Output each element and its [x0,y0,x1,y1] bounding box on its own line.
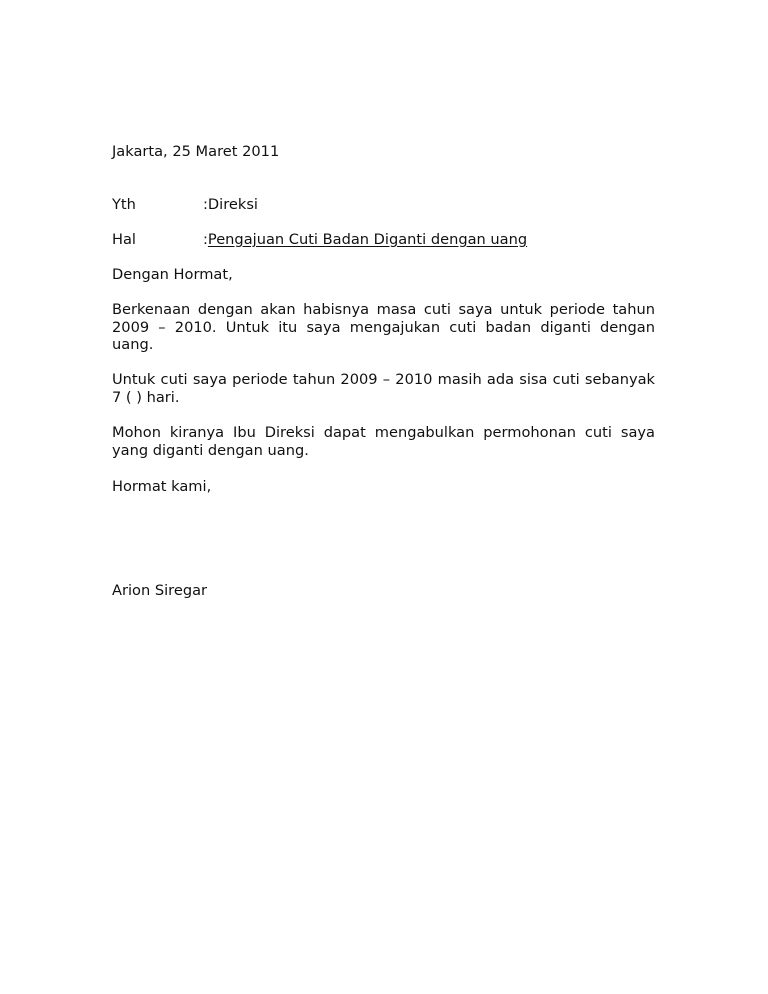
signatory-name: Arion Siregar [112,582,208,599]
body-paragraph-3: Mohon kiranya Ibu Direksi dapat mengabulkan permohonan cuti saya yang diganti dengan uang. [112,424,655,459]
recipient-separator: : [203,196,208,213]
subject-line [112,231,655,249]
salutation: Dengan Hormat, [112,266,233,283]
body-paragraph-1: Berkenaan dengan akan habisnya masa cuti saya untuk periode tahun 2009 – 2010. Untuk itu saya mengajukan cuti badan diganti dengan uang. [112,301,655,353]
recipient-value: Direksi [207,196,258,213]
subject-label: Hal [112,231,136,248]
subject-value: Pengajuan Cuti Badan Diganti dengan uang [207,231,528,248]
place-date: Jakarta, 25 Maret 2011 [112,143,280,160]
closing: Hormat kami, [112,478,212,495]
body-paragraph-2: Untuk cuti saya periode tahun 2009 – 2010 masih ada sisa cuti sebanyak 7 ( ) hari. [112,371,655,406]
recipient-label: Yth [112,196,136,213]
recipient-line [112,196,655,214]
subject-separator: : [203,231,208,248]
